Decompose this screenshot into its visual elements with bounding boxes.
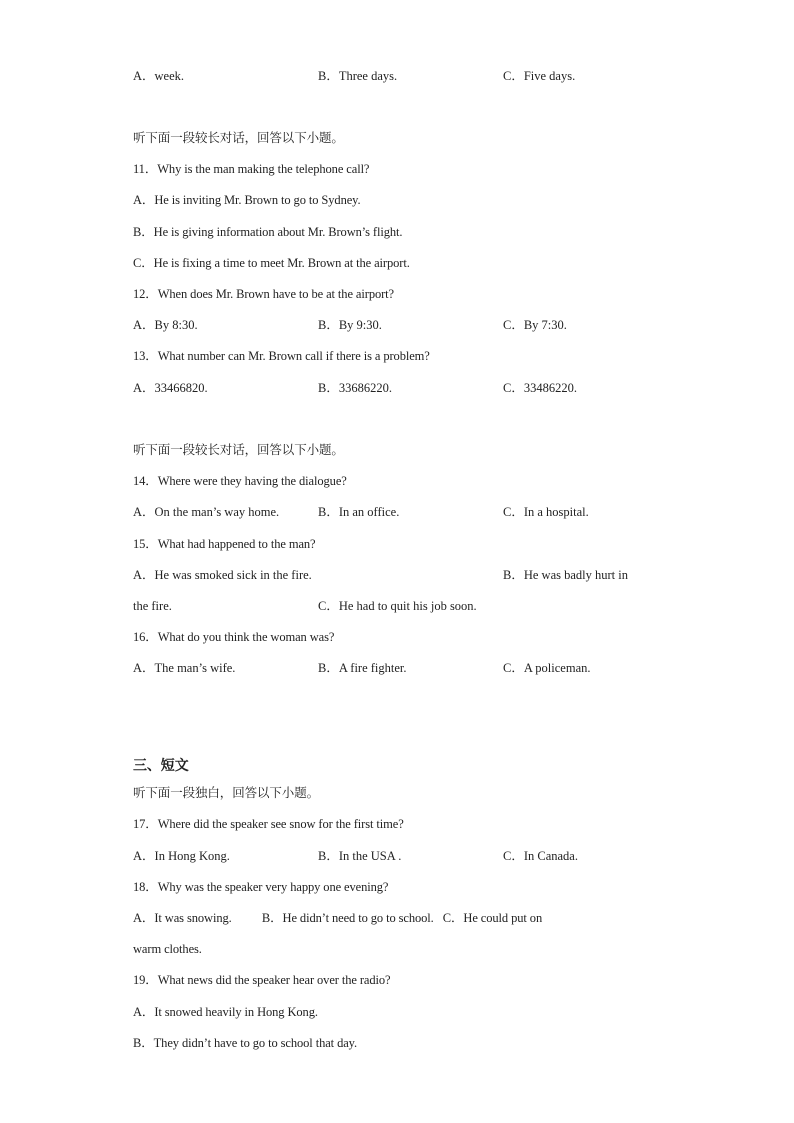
q14-question: 14．Where were they having the dialogue? [133,474,347,488]
q11-question: 11．Why is the man making the telephone call? [133,162,370,176]
q18-question: 18．Why was the speaker very happy one evening? [133,880,389,894]
q10-option-a[interactable]: A．week. [133,69,185,83]
q14-options [133,504,693,520]
q12-question: 12．When does Mr. Brown have to be at the airport? [133,287,395,301]
q15-options-line1 [133,567,693,583]
dialog2-instruction: 听下面一段较长对话，回答以下小题。 [133,130,344,145]
q14-option-c[interactable]: C．In a hospital. [503,505,589,519]
q15-option-b-continued: the fire. [133,599,172,613]
q13-option-b[interactable]: B．33686220. [318,381,392,395]
q18-options-line2: warm clothes. [133,942,202,956]
q19-option-a[interactable]: A．It snowed heavily in Hong Kong. [133,1005,318,1019]
q16-option-c[interactable]: C．A policeman. [503,661,591,675]
q16-options [133,660,693,676]
q10-option-c[interactable]: C．Five days. [503,69,576,83]
q17-option-c[interactable]: C．In Canada. [503,849,578,863]
q10-option-b[interactable]: B．Three days. [318,69,398,83]
q12-option-b[interactable]: B．By 9:30. [318,318,382,332]
q17-options [133,848,693,864]
q18-options-line1[interactable]: A．It was snowing. B．He didn’t need to go to school. C．He could put on [133,911,543,925]
section3-instruction: 听下面一段独白，回答以下小题。 [133,785,320,800]
q10-options [133,68,693,84]
q14-option-b[interactable]: B．In an office. [318,505,400,519]
q17-option-a[interactable]: A．In Hong Kong. [133,849,230,863]
dialog3-instruction: 听下面一段较长对话，回答以下小题。 [133,442,344,457]
q19-question: 19．What news did the speaker hear over the radio? [133,973,391,987]
q13-options [133,380,693,396]
q16-question: 16．What do you think the woman was? [133,630,335,644]
q15-option-a[interactable]: A．He was smoked sick in the fire. [133,568,312,582]
q13-question: 13．What number can Mr. Brown call if there is a problem? [133,349,430,363]
section-heading: 三、短文 [133,758,189,774]
q11-option-a[interactable]: A．He is inviting Mr. Brown to go to Sydney. [133,193,361,207]
q13-option-a[interactable]: A．33466820. [133,381,208,395]
q19-option-b[interactable]: B．They didn’t have to go to school that day. [133,1036,358,1050]
q16-option-a[interactable]: A．The man’s wife. [133,661,236,675]
q17-question: 17．Where did the speaker see snow for the first time? [133,817,404,831]
q15-option-b[interactable]: B．He was badly hurt in [503,568,628,582]
q16-option-b[interactable]: B．A fire fighter. [318,661,407,675]
q17-option-b[interactable]: B．In the USA . [318,849,402,863]
q11-option-c[interactable]: C．He is fixing a time to meet Mr. Brown at the airport. [133,256,410,270]
q13-option-c[interactable]: C．33486220. [503,381,577,395]
q15-question: 15．What had happened to the man? [133,537,316,551]
q15-option-c[interactable]: C．He had to quit his job soon. [318,599,477,613]
q11-option-b[interactable]: B．He is giving information about Mr. Brown’s flight. [133,225,403,239]
q14-option-a[interactable]: A．On the man’s way home. [133,505,280,519]
q12-options [133,317,693,333]
q15-options-line2 [133,598,693,614]
q12-option-a[interactable]: A．By 8:30. [133,318,198,332]
q12-option-c[interactable]: C．By 7:30. [503,318,567,332]
